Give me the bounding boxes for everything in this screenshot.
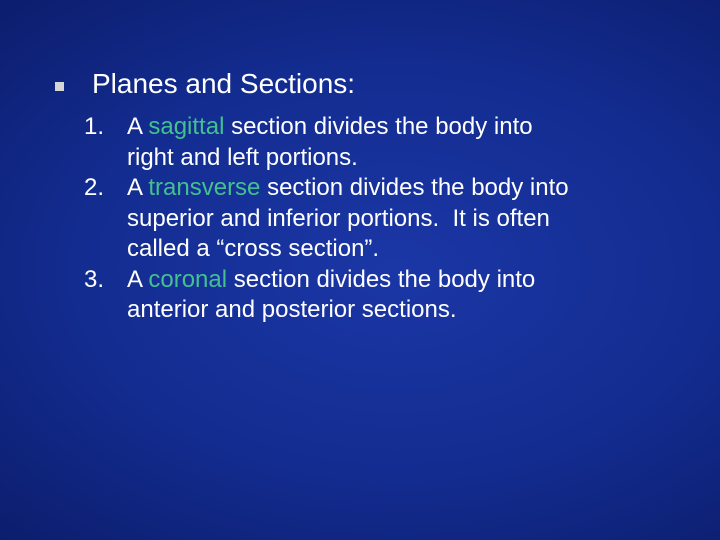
list-number: 2. (84, 174, 105, 201)
list-item-continuation: anterior and posterior sections. (127, 296, 457, 323)
list-item (84, 265, 684, 326)
item-prefix: A (127, 265, 149, 293)
list-item (84, 112, 684, 173)
list-item-text (127, 173, 684, 265)
highlighted-term: sagittal (148, 113, 225, 140)
list-item-text (127, 112, 684, 173)
list-item-continuation: right and left portions. (127, 143, 358, 171)
list-item-line (127, 265, 684, 296)
highlighted-term: coronal (148, 265, 228, 293)
list-item-line (127, 112, 684, 143)
slide-heading: Planes and Sections: (92, 68, 356, 99)
heading-row (55, 66, 355, 102)
item-line-rest: section divides the body into (260, 174, 569, 201)
item-prefix: A (127, 113, 149, 140)
item-line-rest: section divides the body into (224, 113, 533, 140)
list-number: 3. (84, 265, 105, 293)
list-item-line (127, 173, 684, 204)
numbered-list (84, 112, 684, 326)
list-item-continuation: called a “cross section”. (127, 235, 380, 262)
square-bullet-icon (55, 82, 64, 91)
list-item-continuation: superior and inferior portions. It is often (127, 204, 550, 232)
list-item-text (127, 265, 684, 326)
list-number: 1. (84, 113, 105, 140)
highlighted-term: transverse (148, 174, 261, 201)
item-prefix: A (127, 174, 149, 201)
item-line-rest: section divides the body into (227, 265, 536, 293)
list-item (84, 173, 684, 265)
